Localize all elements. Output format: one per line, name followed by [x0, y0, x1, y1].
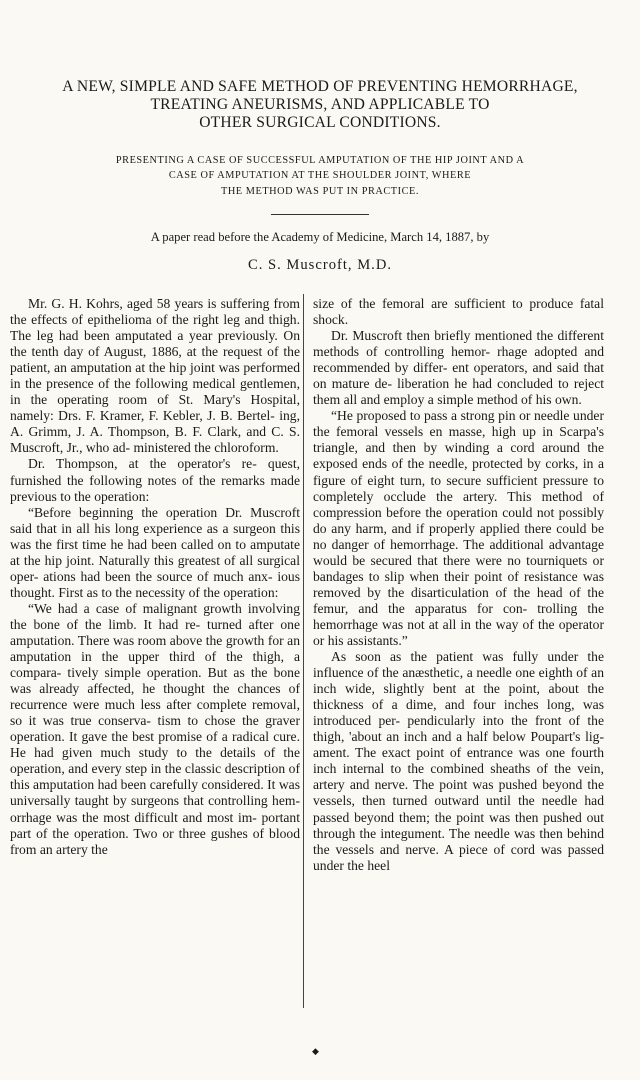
paragraph: As soon as the patient was fully under the influence of the anæsthetic, a needle one eighth of an inch wide, slightly bent at the point, about the thickness of a dime, and four inches long, was introduced per- pendicularly into the front of the thigh, 'about an inch and a half below Poupart's lig- ament. The exact point of entrance was one fourth inch internal to the combined sheaths of the vein, artery and nerve. The point was pushed beyond the vessels, then turned outward until the needle had passed beyond them; the point was then pushed out through the integument. The needle was then behind the vessels and nerve. A piece of cord was passed under the heel [313, 649, 604, 873]
article-subtitle [0, 153, 640, 199]
title-line: OTHER SURGICAL CONDITIONS. [199, 114, 441, 131]
title-rule [271, 214, 369, 215]
paragraph: size of the femoral are sufficient to produce fatal shock. [313, 296, 604, 328]
title-line: A NEW, SIMPLE AND SAFE METHOD OF PREVENTING HEMORRHAGE, [62, 78, 578, 95]
paragraph: “We had a case of malignant growth involving the bone of the limb. It had re- turned after one amputation. There was room above the growth for an amputation in the upper third of the thigh, a compara- tively simple operation. But as the bone was already affected, he thought the chances of recurrence were much less after complete removal, so it was true conserva- tism to chose the graver operation. It gave the best promise of a radical cure. He had given much study to the details of the operation, and every step in the classic description of this amputation had been carefully considered. It was universally taught by surgeons that controlling hem- orrhage was the most difficult and most im- portant part of the operation. Two or three gushes of blood from an artery the [10, 600, 300, 857]
subtitle-line: PRESENTING A CASE OF SUCCESSFUL AMPUTATION OF THE HIP JOINT AND A [115, 155, 525, 166]
author-name: C. S. Muscroft, M.D. [247, 257, 393, 273]
paragraph: Dr. Muscroft then briefly mentioned the different methods of controlling hemor- rhage adopted and recommended by differ- ent operators, and said that on mature de- liberation he had concluded to reject them all and employ a simple method of his own. [313, 328, 604, 408]
subtitle-line: THE METHOD WAS PUT IN PRACTICE. [220, 185, 419, 197]
title-line: TREATING ANEURISMS, AND APPLICABLE TO [150, 96, 490, 113]
paragraph: “Before beginning the operation Dr. Muscroft said that in all his long experience as a surgeon this was the first time he had been called on to amputate at the hip joint. Naturally this greatest of all surgical oper- ations had been the source of much anx- ious thought. First as to the necessity of the operation: [10, 504, 300, 600]
left-column [10, 296, 300, 858]
paragraph: “He proposed to pass a strong pin or needle under the femoral vessels en masse, high up in Scarpa's triangle, and then by winding a cord around the exposed ends of the needle, protected by corks, in a figure of eight turn, to secure sufficient pressure to completely occlude the artery. This method of compression before the operation could not possibly do any harm, and if properly applied there could be no danger of hemorrhage. The additional advantage would be secured that there were no tourniquets or bandages to slip when their point of resistance was removed by the disarticulation of the head of the femur, and the apparatus for con- trolling the hemorrhage was not at all in the way of the operator or his assistants.” [313, 408, 604, 648]
paragraph: Mr. G. H. Kohrs, aged 58 years is suffering from the effects of epithelioma of the right leg and thigh. The leg had been amputated a year previously. On the tenth day of August, 1886, at the request of the patient, an amputation at the hip joint was performed in the presence of the following medical gentlemen, in the operating room of St. Mary's Hospital, namely: Drs. F. Kramer, F. Kebler, J. B. Bertel- ing, A. Grimm, J. A. Thompson, B. F. Clark, and C. S. Muscroft, Jr., who ad- ministered the chloroform. [10, 296, 300, 456]
right-column [313, 296, 604, 874]
article-title [0, 78, 640, 132]
paragraph: Dr. Thompson, at the operator's re- quest, furnished the following notes of the remarks made previous to the operation: [10, 456, 300, 504]
subtitle-line: CASE OF AMPUTATION AT THE SHOULDER JOINT, WHERE [168, 170, 472, 182]
page-ornament: ◆ [312, 1046, 319, 1056]
column-divider [303, 294, 304, 1008]
read-before-note: A paper read before the Academy of Medicine, March 14, 1887, by [150, 230, 490, 244]
